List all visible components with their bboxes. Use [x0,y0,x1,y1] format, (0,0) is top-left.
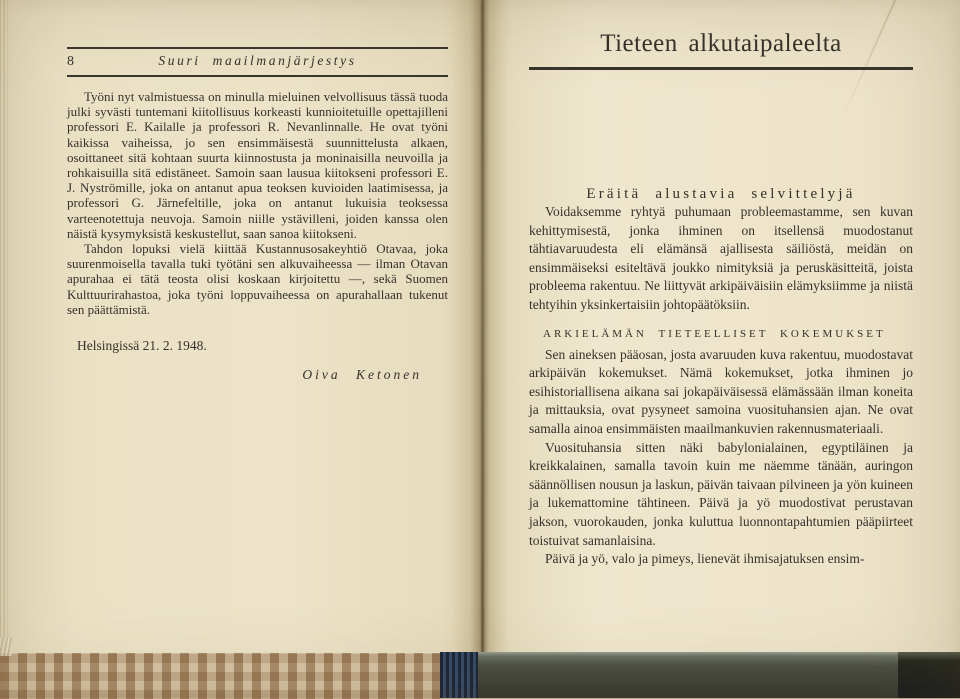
body-paragraph: Päivä ja yö, valo ja pimeys, lienevät ihmisajatuksen ensim- [545,551,865,567]
bottom-strip [0,652,960,698]
scan-background-band [478,652,960,698]
running-header-title: Suuri maailmanjärjestys [158,53,357,68]
body-paragraph: Työni nyt valmistuessa on minulla mieluinen velvollisuus tässä tuoda julki syvästi tuntemani kiitollisuus korkeasti kunnioitetuille opettajilleni professori E. Kailalle ja professori R. Nevanlinnalle. He ovat työni kaikissa vaiheissa, jo sen ensimmäisestä suunnittelusta alkaen, osoittaneet sitä kohtaan suurta kiinnostusta ja moninaisilla neuvoilla ja rohkaisuilla sitä edistäneet. Samoin saan lausua kiitokseni professori E. J. Nyströmille, joka on antanut apua teoksen kuvioiden laatimisessa, ja professori G. Järnefeltille, joka on antanut lukuisia teoksessa varteenotettuja neuvoja. Samoin niille ystävilleni, joiden kanssa olen näistä kysymyksistä keskustellut, saan sanoa kiitokseni. [67,89,448,241]
body-paragraph: Voidaksemme ryhtyä puhumaan probleemastamme, sen kuvan kehittymisestä, jonka ihminen on itsellensä muodostanut tähtiavaruudesta eli elämänsä ajallisesta säiliöstä, meidän on ensimmäiseksi esiteltävä joukko nimityksiä ja peruskäsitteitä, joista probleema rakentuu. Ne liittyvät arkipäiväisiin elämyksiimme ja niistä tehtyihin yksinkertaisiin johtopäätöksiin. [529,204,913,312]
page-stack-edge-left [0,0,8,654]
left-page-body [67,89,448,317]
cloth-cover-band [0,652,440,699]
right-page-content [529,30,913,569]
subsection-heading: ARKIELÄMÄN TIETEELLISET KOKEMUKSET [543,327,886,340]
dateline: Helsingissä 21. 2. 1948. [77,338,207,354]
left-page-content [67,47,448,383]
section-heading: Eräitä alustavia selvittelyjä [586,186,856,202]
page-number: 8 [67,54,74,69]
author-signature: Oiva Ketonen [302,367,422,383]
body-paragraph: Vuosituhansia sitten näki babylonialainen, egyptiläinen ja kreikkalainen, samalla tavoin kuin me näemme tänään, auringon säännöllisen nousun ja laskun, päivän taivaan pilvineen ja yön kuineen ja lukemattomine tähtineen. Päivä ja yö muodostivat perustavan jakson, vuorokauden, jonka kuluttua luonnontapahtumien pääpiirteet toistuivat samanlaisina. [529,439,913,548]
scan-background-band-dark [898,652,960,698]
body-paragraph: Sen aineksen pääosan, josta avaruuden kuva rakentuu, muodostavat arkipäivän kokemukset. Nämä kokemukset, jotka ihminen jo esihistoriallisena aikana sai jokapäiväisessä elämässään ilman koneita ja mittauksia, ovat pysyneet samoina vuosituhansien ajan. Ne ovat samalla ainoa ensimmäisten maailmankuvien rakennusmateriaali. [529,346,913,436]
right-page-body [529,346,913,569]
chapter-title: Tieteen alkutaipaleelta [529,30,913,70]
navy-fabric-patch [440,652,478,698]
body-paragraph: Tahdon lopuksi vielä kiittää Kustannusosakeyhtiö Otavaa, joka suurenmoisella tavalla tuki työtäni sen alkuvaiheessa — ilman Otavan apurahaa ei tätä teosta olisi koskaan kirjoitettu —, sekä Suomen Kulttuurirahastoa, joka työni loppuvaiheessa on apurahallaan tukenut sen päättämistä. [67,241,448,317]
page-stack-corner [0,638,12,656]
running-header [67,47,448,77]
